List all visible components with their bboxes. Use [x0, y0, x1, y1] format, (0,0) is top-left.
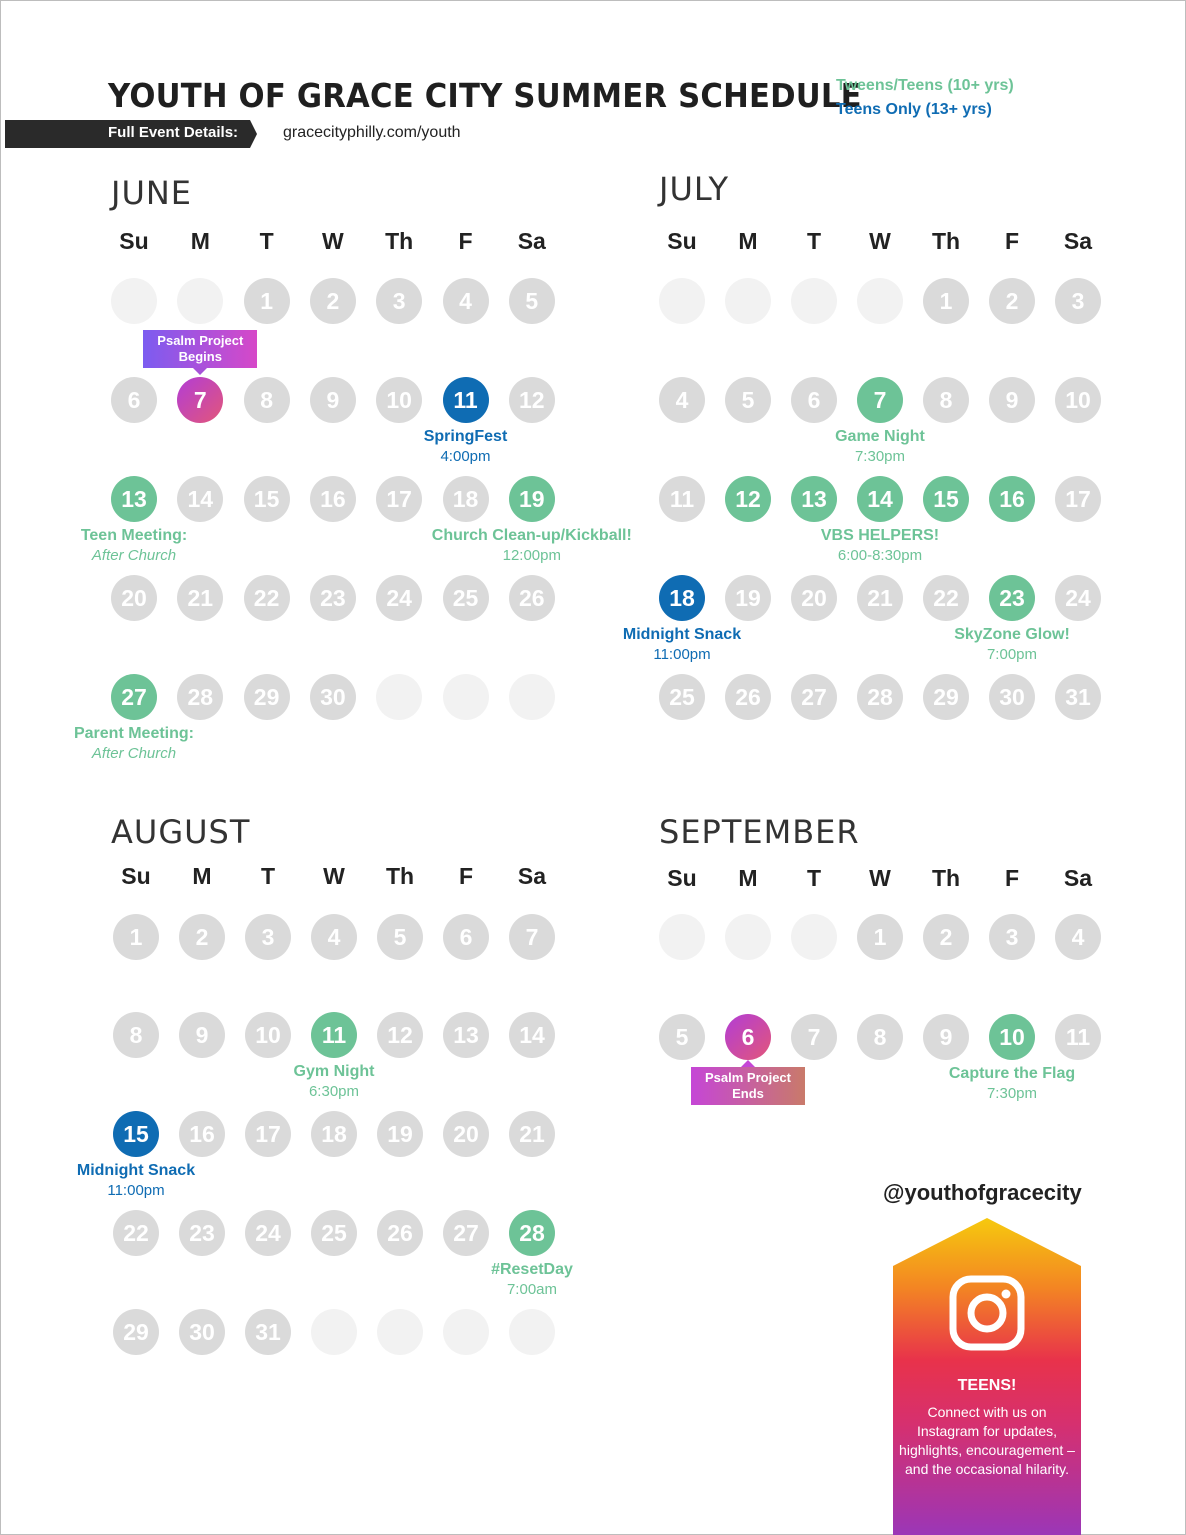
empty-day	[659, 914, 705, 960]
month-title: SEPTEMBER	[659, 813, 860, 851]
weekday-header: Th	[385, 228, 414, 254]
psalm-project-callout	[691, 1067, 805, 1105]
day-july-26[interactable]: 26	[725, 674, 771, 720]
empty-day	[177, 278, 223, 324]
weekday-header: T	[260, 863, 276, 889]
event-note: After Church	[91, 745, 177, 762]
event-label[interactable]	[14, 724, 254, 764]
weekday-header: Sa	[1063, 865, 1093, 891]
weekday-header: M	[738, 228, 758, 254]
day-july-20[interactable]: 20	[791, 575, 837, 621]
day-july-21[interactable]: 21	[857, 575, 903, 621]
event-name: Game Night	[835, 428, 925, 445]
day-august-24[interactable]: 24	[245, 1210, 291, 1256]
day-september-10[interactable]: 10	[989, 1014, 1035, 1060]
event-note: After Church	[91, 547, 177, 564]
weekday-header: F	[458, 228, 473, 254]
day-august-10[interactable]: 10	[245, 1012, 291, 1058]
day-august-31[interactable]: 31	[245, 1309, 291, 1355]
day-july-31[interactable]: 31	[1055, 674, 1101, 720]
weekday-header: Sa	[517, 228, 546, 254]
day-july-4[interactable]: 4	[659, 377, 705, 423]
weekday-header: M	[190, 228, 210, 254]
details-label: Full Event Details:	[108, 124, 239, 141]
day-june-22[interactable]: 22	[244, 575, 290, 621]
event-name: Midnight Snack	[622, 626, 742, 643]
callout-line: Psalm Project	[157, 333, 244, 348]
event-label[interactable]	[562, 625, 802, 665]
event-time: 7:00am	[506, 1281, 558, 1298]
weekday-header: F	[458, 863, 474, 889]
day-june-21[interactable]: 21	[177, 575, 223, 621]
event-name: Parent Meeting:	[73, 725, 194, 742]
day-july-10[interactable]: 10	[1055, 377, 1101, 423]
day-june-17[interactable]: 17	[376, 476, 422, 522]
weekday-header: Th	[931, 865, 961, 891]
weekday-header: W	[869, 228, 891, 254]
empty-day	[725, 278, 771, 324]
day-august-5[interactable]: 5	[377, 914, 423, 960]
weekday-header: Sa	[517, 863, 547, 889]
day-july-24[interactable]: 24	[1055, 575, 1101, 621]
day-august-8[interactable]: 8	[113, 1012, 159, 1058]
event-label[interactable]	[760, 427, 1000, 467]
empty-day	[311, 1309, 357, 1355]
day-june-25[interactable]: 25	[443, 575, 489, 621]
day-june-26[interactable]: 26	[509, 575, 555, 621]
weekday-header: W	[323, 863, 345, 889]
weekday-header: M	[738, 865, 758, 891]
day-august-25[interactable]: 25	[311, 1210, 357, 1256]
weekday-header: Th	[931, 228, 961, 254]
day-september-7[interactable]: 7	[791, 1014, 837, 1060]
weekday-header: Su	[119, 228, 149, 254]
weekday-header: W	[869, 865, 891, 891]
day-july-6[interactable]: 6	[791, 377, 837, 423]
day-june-3[interactable]: 3	[376, 278, 422, 324]
month-title: AUGUST	[111, 813, 251, 851]
day-july-8[interactable]: 8	[923, 377, 969, 423]
day-july-30[interactable]: 30	[989, 674, 1035, 720]
event-time: 12:00pm	[502, 547, 561, 564]
empty-day	[791, 914, 837, 960]
day-june-19[interactable]: 19	[509, 476, 555, 522]
day-august-1[interactable]: 1	[113, 914, 159, 960]
day-july-18[interactable]: 18	[659, 575, 705, 621]
day-june-6[interactable]: 6	[111, 377, 157, 423]
weekday-header: Sa	[1063, 228, 1093, 254]
day-august-7[interactable]: 7	[509, 914, 555, 960]
day-july-1[interactable]: 1	[923, 278, 969, 324]
weekday-header: Su	[667, 865, 697, 891]
event-time: 11:00pm	[107, 1182, 165, 1199]
empty-day	[377, 1309, 423, 1355]
day-august-3[interactable]: 3	[245, 914, 291, 960]
weekday-header: Su	[121, 863, 151, 889]
day-august-29[interactable]: 29	[113, 1309, 159, 1355]
event-label[interactable]	[760, 526, 1000, 566]
day-july-15[interactable]: 15	[923, 476, 969, 522]
event-label[interactable]	[14, 526, 254, 566]
weekday-header: W	[322, 228, 344, 254]
day-august-30[interactable]: 30	[179, 1309, 225, 1355]
day-july-17[interactable]: 17	[1055, 476, 1101, 522]
day-august-9[interactable]: 9	[179, 1012, 225, 1058]
day-july-3[interactable]: 3	[1055, 278, 1101, 324]
day-july-13[interactable]: 13	[791, 476, 837, 522]
event-name: SkyZone Glow!	[954, 626, 1070, 643]
weekday-header: M	[192, 863, 212, 889]
empty-day	[725, 914, 771, 960]
day-july-11[interactable]: 11	[659, 476, 705, 522]
day-june-28[interactable]: 28	[177, 674, 223, 720]
day-september-6[interactable]: 6	[725, 1014, 771, 1060]
month-title: JULY	[659, 170, 729, 208]
empty-day	[857, 278, 903, 324]
instagram-message: Connect with us on Instagram for updates, highlights, encouragement – and the occasional hilarity.	[899, 1404, 1075, 1477]
psalm-project-callout	[143, 330, 257, 368]
weekday-header: Th	[385, 863, 415, 889]
day-july-25[interactable]: 25	[659, 674, 705, 720]
day-july-19[interactable]: 19	[725, 575, 771, 621]
weekday-header: T	[806, 865, 822, 891]
day-july-9[interactable]: 9	[989, 377, 1035, 423]
event-name: Gym Night	[293, 1063, 375, 1080]
day-august-12[interactable]: 12	[377, 1012, 423, 1058]
legend-tweens-teens: Tweens/Teens (10+ yrs)	[836, 77, 1014, 94]
day-august-13[interactable]: 13	[443, 1012, 489, 1058]
day-august-21[interactable]: 21	[509, 1111, 555, 1157]
empty-day	[376, 674, 422, 720]
event-time: 7:30pm	[986, 1085, 1038, 1102]
empty-day	[509, 674, 555, 720]
callout-line: Ends	[732, 1086, 764, 1101]
day-july-5[interactable]: 5	[725, 377, 771, 423]
empty-day	[509, 1309, 555, 1355]
day-july-14[interactable]: 14	[857, 476, 903, 522]
instagram-heading: TEENS!	[957, 1377, 1017, 1394]
day-july-29[interactable]: 29	[923, 674, 969, 720]
day-june-14[interactable]: 14	[177, 476, 223, 522]
day-june-27[interactable]: 27	[111, 674, 157, 720]
weekday-header: F	[1004, 865, 1020, 891]
empty-day	[443, 674, 489, 720]
day-august-4[interactable]: 4	[311, 914, 357, 960]
day-september-2[interactable]: 2	[923, 914, 969, 960]
day-june-1[interactable]: 1	[244, 278, 290, 324]
day-september-8[interactable]: 8	[857, 1014, 903, 1060]
day-august-15[interactable]: 15	[113, 1111, 159, 1157]
event-time: 7:00pm	[986, 646, 1038, 663]
empty-day	[791, 278, 837, 324]
event-label[interactable]	[214, 1062, 454, 1102]
event-time: 6:00-8:30pm	[837, 547, 923, 564]
details-url-link[interactable]: gracecityphilly.com/youth	[283, 124, 461, 141]
day-july-12[interactable]: 12	[725, 476, 771, 522]
day-july-7[interactable]: 7	[857, 377, 903, 423]
day-august-20[interactable]: 20	[443, 1111, 489, 1157]
day-june-15[interactable]: 15	[244, 476, 290, 522]
event-time: 7:30pm	[854, 448, 906, 465]
day-august-23[interactable]: 23	[179, 1210, 225, 1256]
event-name: SpringFest	[423, 428, 508, 445]
day-june-29[interactable]: 29	[244, 674, 290, 720]
instagram-icon[interactable]	[949, 1275, 1025, 1351]
event-label[interactable]	[346, 427, 586, 467]
day-june-9[interactable]: 9	[310, 377, 356, 423]
day-june-18[interactable]: 18	[443, 476, 489, 522]
day-september-9[interactable]: 9	[923, 1014, 969, 1060]
event-name: VBS HELPERS!	[820, 527, 940, 544]
event-label[interactable]	[892, 1064, 1132, 1104]
event-name: Midnight Snack	[76, 1162, 196, 1179]
day-august-14[interactable]: 14	[509, 1012, 555, 1058]
month-title: JUNE	[111, 174, 193, 212]
day-august-2[interactable]: 2	[179, 914, 225, 960]
weekday-header: T	[806, 228, 822, 254]
weekday-header: F	[1004, 228, 1020, 254]
day-august-19[interactable]: 19	[377, 1111, 423, 1157]
empty-day	[443, 1309, 489, 1355]
day-june-30[interactable]: 30	[310, 674, 356, 720]
weekday-header: Su	[667, 228, 697, 254]
day-july-23[interactable]: 23	[989, 575, 1035, 621]
day-august-28[interactable]: 28	[509, 1210, 555, 1256]
event-name: #ResetDay	[491, 1261, 573, 1278]
event-time: 4:00pm	[440, 448, 491, 465]
day-june-2[interactable]: 2	[310, 278, 356, 324]
day-august-17[interactable]: 17	[245, 1111, 291, 1157]
day-june-7[interactable]: 7	[177, 377, 223, 423]
day-july-22[interactable]: 22	[923, 575, 969, 621]
day-june-20[interactable]: 20	[111, 575, 157, 621]
day-august-18[interactable]: 18	[311, 1111, 357, 1157]
page-title: YOUTH OF GRACE CITY SUMMER SCHEDULE	[108, 76, 862, 115]
weekday-header: T	[259, 228, 274, 254]
day-august-27[interactable]: 27	[443, 1210, 489, 1256]
day-june-24[interactable]: 24	[376, 575, 422, 621]
day-june-13[interactable]: 13	[111, 476, 157, 522]
day-july-2[interactable]: 2	[989, 278, 1035, 324]
day-june-8[interactable]: 8	[244, 377, 290, 423]
callout-line: Psalm Project	[705, 1070, 791, 1085]
day-june-10[interactable]: 10	[376, 377, 422, 423]
day-june-4[interactable]: 4	[443, 278, 489, 324]
day-august-16[interactable]: 16	[179, 1111, 225, 1157]
day-june-16[interactable]: 16	[310, 476, 356, 522]
day-july-27[interactable]: 27	[791, 674, 837, 720]
day-september-5[interactable]: 5	[659, 1014, 705, 1060]
empty-day	[659, 278, 705, 324]
callout-line: Begins	[178, 349, 222, 364]
day-june-23[interactable]: 23	[310, 575, 356, 621]
day-august-11[interactable]: 11	[311, 1012, 357, 1058]
event-label[interactable]	[892, 625, 1132, 665]
event-name: Capture the Flag	[948, 1065, 1076, 1082]
event-name: Church Clean-up/Kickball!	[431, 527, 632, 544]
event-name: Teen Meeting:	[80, 527, 188, 544]
event-label[interactable]	[412, 526, 652, 566]
day-august-6[interactable]: 6	[443, 914, 489, 960]
event-time: 6:30pm	[308, 1083, 360, 1100]
event-label[interactable]	[412, 1260, 652, 1300]
day-september-3[interactable]: 3	[989, 914, 1035, 960]
day-september-11[interactable]: 11	[1055, 1014, 1101, 1060]
event-time: 11:00pm	[653, 646, 711, 663]
empty-day	[111, 278, 157, 324]
day-june-12[interactable]: 12	[509, 377, 555, 423]
day-august-26[interactable]: 26	[377, 1210, 423, 1256]
day-august-22[interactable]: 22	[113, 1210, 159, 1256]
day-july-28[interactable]: 28	[857, 674, 903, 720]
day-june-11[interactable]: 11	[443, 377, 489, 423]
event-label[interactable]	[16, 1161, 256, 1201]
day-june-5[interactable]: 5	[509, 278, 555, 324]
day-september-4[interactable]: 4	[1055, 914, 1101, 960]
legend-teens-only: Teens Only (13+ yrs)	[836, 101, 992, 118]
instagram-handle[interactable]: @youthofgracecity	[883, 1180, 1082, 1205]
day-september-1[interactable]: 1	[857, 914, 903, 960]
day-july-16[interactable]: 16	[989, 476, 1035, 522]
